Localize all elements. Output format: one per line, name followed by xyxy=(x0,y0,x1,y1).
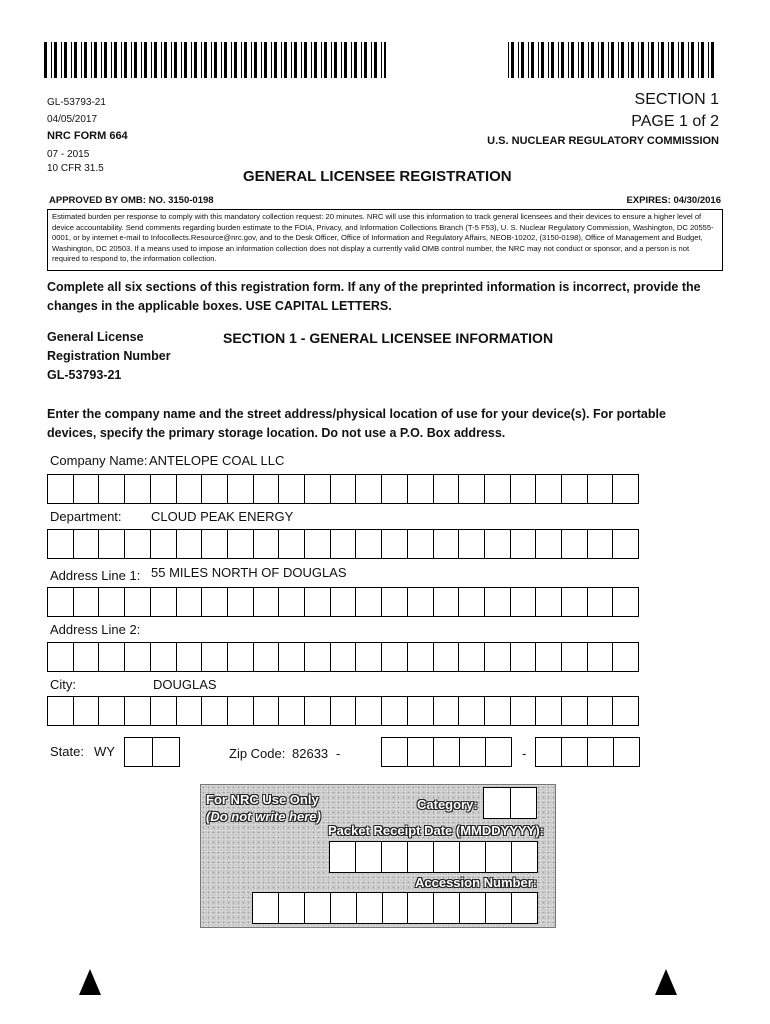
burden-notice: Estimated burden per response to comply with this mandatory collection request: 20 minutes. NRC will use this information to track general licensees and their devices to ensure a higher level of device accountability. Send comments regarding burden estimate to the FOIA, Privacy, and Information Collections Branch (T-5 F53), U. S. Nuclear Regulatory Commission, Washington, DC 20555-0001, or by internet e-mail to Infocollects.Resource@nrc.gov, and to the Desk Officer, Office of Information and Regulatory Affairs, NEOB-10202, (3150-0198), Office of Management and Budget, Washington, DC 20503. If a means used to impose an information collection does not display a currently valid OMB control number, the NRC may not conduct or sponsor, and a person is not required to respond to, the information collection. xyxy=(47,209,723,271)
char-box[interactable] xyxy=(536,475,562,503)
company-name-value: ANTELOPE COAL LLC xyxy=(149,453,285,468)
do-not-write-label: (Do not write here) xyxy=(206,809,321,824)
char-box[interactable] xyxy=(484,788,511,818)
char-box[interactable] xyxy=(460,738,486,766)
char-box[interactable] xyxy=(356,530,382,558)
char-box[interactable] xyxy=(202,697,228,725)
char-box[interactable] xyxy=(202,475,228,503)
char-box[interactable] xyxy=(151,530,177,558)
char-box[interactable] xyxy=(408,893,434,923)
char-box[interactable] xyxy=(74,643,100,671)
char-box[interactable] xyxy=(356,842,382,872)
department-value: CLOUD PEAK ENERGY xyxy=(151,509,294,524)
category-label: Category: xyxy=(417,797,478,812)
char-box[interactable] xyxy=(151,697,177,725)
char-box[interactable] xyxy=(536,697,562,725)
char-box[interactable] xyxy=(459,697,485,725)
registration-label-line1: General License xyxy=(47,330,144,344)
section-title: SECTION 1 - GENERAL LICENSEE INFORMATION xyxy=(223,330,554,346)
expiration-date: EXPIRES: 04/30/2016 xyxy=(626,195,721,206)
form-name: NRC FORM 664 xyxy=(47,130,128,142)
char-box[interactable] xyxy=(511,475,537,503)
char-box[interactable] xyxy=(408,697,434,725)
char-box[interactable] xyxy=(536,530,562,558)
char-box[interactable] xyxy=(356,475,382,503)
char-box[interactable] xyxy=(434,697,460,725)
department-label: Department: xyxy=(50,509,122,524)
header-reg-number: GL-53793-21 xyxy=(47,97,106,108)
char-box[interactable] xyxy=(177,643,203,671)
char-box[interactable] xyxy=(562,588,588,616)
page-label: PAGE 1 of 2 xyxy=(631,113,719,130)
char-box[interactable] xyxy=(125,475,151,503)
char-box[interactable] xyxy=(305,893,331,923)
department-boxes[interactable] xyxy=(47,529,639,559)
char-box[interactable] xyxy=(613,643,638,671)
form-instructions: Complete all six sections of this registration form. If any of the preprinted information is incorrect, provide the changes in the applicable boxes. USE CAPITAL LETTERS. xyxy=(47,280,701,313)
char-box[interactable] xyxy=(485,643,511,671)
char-box[interactable] xyxy=(151,588,177,616)
agency-name: U.S. NUCLEAR REGULATORY COMMISSION xyxy=(487,135,719,147)
barcode-right xyxy=(508,42,718,78)
char-box[interactable] xyxy=(588,643,614,671)
char-box[interactable] xyxy=(562,697,588,725)
address-line2-label: Address Line 2: xyxy=(50,622,141,637)
char-box[interactable] xyxy=(562,643,588,671)
char-box[interactable] xyxy=(74,588,100,616)
char-box[interactable] xyxy=(305,697,331,725)
char-box[interactable] xyxy=(486,842,512,872)
char-box[interactable] xyxy=(408,643,434,671)
char-box[interactable] xyxy=(48,588,74,616)
omb-approval: APPROVED BY OMB: NO. 3150-0198 xyxy=(49,195,214,206)
char-box[interactable] xyxy=(382,697,408,725)
char-box[interactable] xyxy=(202,588,228,616)
char-box[interactable] xyxy=(99,697,125,725)
char-box[interactable] xyxy=(536,643,562,671)
page-title: GENERAL LICENSEE REGISTRATION xyxy=(243,168,512,185)
form-revision: 07 - 2015 xyxy=(47,149,90,160)
char-box[interactable] xyxy=(459,530,485,558)
char-box[interactable] xyxy=(202,643,228,671)
char-box[interactable] xyxy=(99,530,125,558)
char-box[interactable] xyxy=(408,475,434,503)
char-box[interactable] xyxy=(330,842,356,872)
char-box[interactable] xyxy=(228,643,254,671)
char-box[interactable] xyxy=(254,588,280,616)
char-box[interactable] xyxy=(357,893,383,923)
char-box[interactable] xyxy=(613,697,638,725)
char-box[interactable] xyxy=(485,588,511,616)
packet-receipt-date-boxes[interactable] xyxy=(329,841,538,873)
char-box[interactable] xyxy=(382,842,408,872)
char-box[interactable] xyxy=(511,697,537,725)
char-box[interactable] xyxy=(536,738,562,766)
registration-mark-right xyxy=(655,969,677,995)
char-box[interactable] xyxy=(305,643,331,671)
char-box[interactable] xyxy=(202,530,228,558)
barcode-bar xyxy=(384,42,386,78)
char-box[interactable] xyxy=(331,530,357,558)
company-name-boxes[interactable] xyxy=(47,474,639,504)
barcode-bar xyxy=(714,42,718,78)
char-box[interactable] xyxy=(511,588,537,616)
char-box[interactable] xyxy=(279,697,305,725)
city-boxes[interactable] xyxy=(47,696,639,726)
regulation-ref: 10 CFR 31.5 xyxy=(47,163,104,174)
char-box[interactable] xyxy=(408,530,434,558)
char-box[interactable] xyxy=(434,475,460,503)
char-box[interactable] xyxy=(459,475,485,503)
char-box[interactable] xyxy=(153,738,180,766)
char-box[interactable] xyxy=(228,530,254,558)
char-box[interactable] xyxy=(434,738,460,766)
char-box[interactable] xyxy=(562,530,588,558)
address-line1-label: Address Line 1: xyxy=(50,568,141,583)
char-box[interactable] xyxy=(486,738,511,766)
char-box[interactable] xyxy=(305,475,331,503)
char-box[interactable] xyxy=(613,530,638,558)
char-box[interactable] xyxy=(460,893,486,923)
char-box[interactable] xyxy=(151,643,177,671)
char-box[interactable] xyxy=(331,643,357,671)
char-box[interactable] xyxy=(254,530,280,558)
char-box[interactable] xyxy=(588,697,614,725)
accession-number-boxes[interactable] xyxy=(252,892,538,924)
char-box[interactable] xyxy=(382,475,408,503)
char-box[interactable] xyxy=(511,530,537,558)
state-label: State: xyxy=(50,744,84,759)
char-box[interactable] xyxy=(434,588,460,616)
char-box[interactable] xyxy=(254,643,280,671)
char-box[interactable] xyxy=(382,530,408,558)
city-value: DOUGLAS xyxy=(153,677,217,692)
char-box[interactable] xyxy=(125,588,151,616)
char-box[interactable] xyxy=(74,697,100,725)
char-box[interactable] xyxy=(382,738,408,766)
char-box[interactable] xyxy=(434,530,460,558)
char-box[interactable] xyxy=(434,643,460,671)
char-box[interactable] xyxy=(588,588,614,616)
char-box[interactable] xyxy=(177,588,203,616)
packet-receipt-date-label: Packet Receipt Date (MMDDYYYY): xyxy=(328,823,544,838)
address-line1-value: 55 MILES NORTH OF DOUGLAS xyxy=(151,565,347,580)
nrc-use-only-box xyxy=(200,784,556,928)
char-box[interactable] xyxy=(511,643,537,671)
char-box[interactable] xyxy=(125,738,153,766)
char-box[interactable] xyxy=(536,588,562,616)
char-box[interactable] xyxy=(305,530,331,558)
char-box[interactable] xyxy=(460,842,486,872)
char-box[interactable] xyxy=(459,643,485,671)
barcode-left xyxy=(44,42,386,78)
char-box[interactable] xyxy=(588,738,614,766)
char-box[interactable] xyxy=(408,842,434,872)
state-boxes[interactable] xyxy=(124,737,180,767)
char-box[interactable] xyxy=(48,697,74,725)
char-box[interactable] xyxy=(74,530,100,558)
char-box[interactable] xyxy=(48,530,74,558)
accession-number-label: Accession Number: xyxy=(415,875,538,890)
char-box[interactable] xyxy=(228,697,254,725)
char-box[interactable] xyxy=(588,530,614,558)
char-box[interactable] xyxy=(151,475,177,503)
char-box[interactable] xyxy=(125,530,151,558)
char-box[interactable] xyxy=(279,643,305,671)
char-box[interactable] xyxy=(279,588,305,616)
registration-number: GL-53793-21 xyxy=(47,368,122,382)
char-box[interactable] xyxy=(254,697,280,725)
address-line2-boxes[interactable] xyxy=(47,642,639,672)
zip-boxes[interactable] xyxy=(381,737,512,767)
char-box[interactable] xyxy=(331,893,357,923)
char-box[interactable] xyxy=(228,588,254,616)
zip-value: 82633 xyxy=(292,746,329,761)
char-box[interactable] xyxy=(125,643,151,671)
char-box[interactable] xyxy=(254,475,280,503)
char-box[interactable] xyxy=(279,893,305,923)
char-box[interactable] xyxy=(74,475,100,503)
char-box[interactable] xyxy=(434,842,460,872)
char-box[interactable] xyxy=(485,475,511,503)
char-box[interactable] xyxy=(434,893,460,923)
char-box[interactable] xyxy=(125,697,151,725)
char-box[interactable] xyxy=(512,842,537,872)
char-box[interactable] xyxy=(279,530,305,558)
zip-dash: - xyxy=(336,746,341,761)
char-box[interactable] xyxy=(511,788,537,818)
char-box[interactable] xyxy=(99,475,125,503)
char-box[interactable] xyxy=(356,643,382,671)
section-label: SECTION 1 xyxy=(634,91,719,108)
char-box[interactable] xyxy=(305,588,331,616)
char-box[interactable] xyxy=(588,475,614,503)
char-box[interactable] xyxy=(408,588,434,616)
char-box[interactable] xyxy=(177,475,203,503)
char-box[interactable] xyxy=(48,643,74,671)
char-box[interactable] xyxy=(99,643,125,671)
char-box[interactable] xyxy=(356,697,382,725)
char-box[interactable] xyxy=(99,588,125,616)
header-date: 04/05/2017 xyxy=(47,114,98,125)
state-value: WY xyxy=(94,744,115,759)
char-box[interactable] xyxy=(512,893,537,923)
char-box[interactable] xyxy=(331,588,357,616)
zip-extension-boxes[interactable] xyxy=(535,737,640,767)
address-instructions: Enter the company name and the street address/physical location of use for your device(s). For portable devices, specify the primary storage location. Do not use a P.O. Box address. xyxy=(47,407,666,440)
char-box[interactable] xyxy=(408,738,434,766)
char-box[interactable] xyxy=(613,588,638,616)
category-boxes[interactable] xyxy=(483,787,537,819)
char-box[interactable] xyxy=(177,530,203,558)
char-box[interactable] xyxy=(356,588,382,616)
registration-mark-left xyxy=(79,969,101,995)
char-box[interactable] xyxy=(279,475,305,503)
char-box[interactable] xyxy=(459,588,485,616)
address-line1-boxes[interactable] xyxy=(47,587,639,617)
char-box[interactable] xyxy=(48,475,74,503)
char-box[interactable] xyxy=(614,738,639,766)
nrc-use-only-label: For NRC Use Only xyxy=(206,792,319,807)
char-box[interactable] xyxy=(613,475,638,503)
registration-label-line2: Registration Number xyxy=(47,349,171,363)
char-box[interactable] xyxy=(177,697,203,725)
zip-extension-dash: - xyxy=(522,746,527,761)
char-box[interactable] xyxy=(253,893,279,923)
company-name-label: Company Name: xyxy=(50,453,148,468)
char-box[interactable] xyxy=(331,697,357,725)
char-box[interactable] xyxy=(382,588,408,616)
char-box[interactable] xyxy=(485,697,511,725)
char-box[interactable] xyxy=(562,738,588,766)
char-box[interactable] xyxy=(383,893,409,923)
zip-label: Zip Code: xyxy=(229,746,286,761)
char-box[interactable] xyxy=(485,530,511,558)
char-box[interactable] xyxy=(562,475,588,503)
char-box[interactable] xyxy=(228,475,254,503)
char-box[interactable] xyxy=(486,893,512,923)
city-label: City: xyxy=(50,677,76,692)
char-box[interactable] xyxy=(331,475,357,503)
char-box[interactable] xyxy=(382,643,408,671)
